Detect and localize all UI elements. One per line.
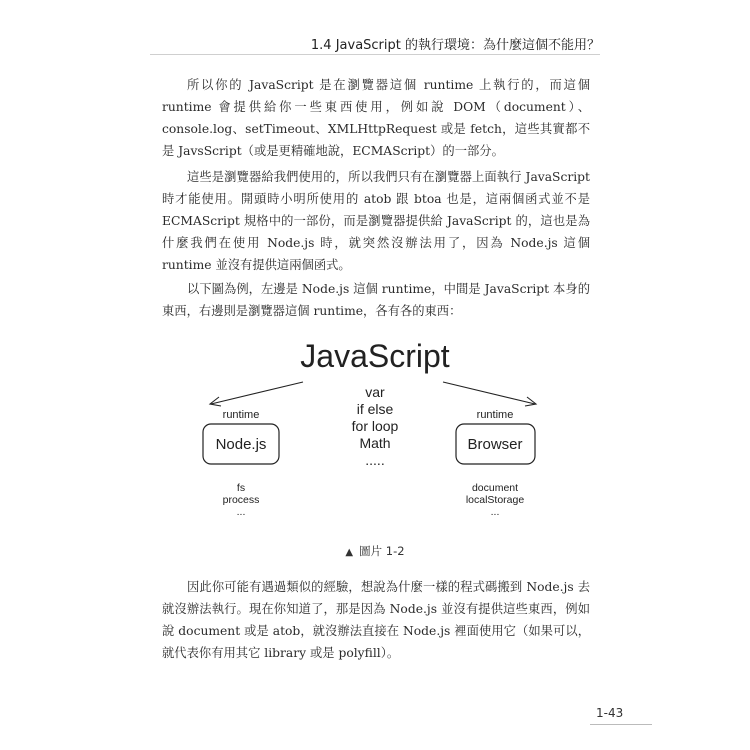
paragraph-1: 所以你的 JavaScript 是在瀏覽器這個 runtime 上執行的，而這個 runtime 會提供給你一些東西使用，例如說 DOM（document）、console.log、setTimeout、XMLHttpRequest 或是 fetch，這些其實都不是 JavsScript（或是更精確地說，ECMAScript）的一部分。 [162, 78, 590, 158]
nodejs-runtime-label: runtime [222, 409, 260, 421]
browser-items-list [445, 482, 545, 518]
nodejs-item: fs [236, 482, 246, 494]
page-number: 1-43 [596, 706, 624, 720]
browser-box-label: Browser [467, 436, 523, 453]
javascript-title: JavaScript [300, 338, 450, 374]
page-number-rule [590, 724, 652, 725]
paragraph-4: 因此你可能有遇過類似的經驗，想說為什麼一樣的程式碼搬到 Node.js 去就沒辦法執行。現在你知道了，那是因為 Node.js 並沒有提供這些東西，例如說 document 或是 atob，就沒辦法直接在 Node.js 裡面使用它（如果可以，就代表你有用其它 library 或是 polyfill）。 [162, 580, 590, 660]
figure-caption [0, 543, 750, 559]
browser-runtime-label: runtime [476, 409, 514, 421]
core-item: Math [359, 435, 391, 451]
core-item: var [365, 384, 385, 400]
caption-text: 圖片 1-2 [359, 544, 405, 558]
header-rule [150, 54, 600, 55]
javascript-core-list [325, 384, 425, 469]
caption-triangle-icon: ▲ [345, 547, 354, 558]
nodejs-box-label: Node.js [215, 436, 267, 453]
arrow-to-browser [443, 382, 535, 404]
core-item: ..... [365, 452, 385, 468]
running-header: 1.4 JavaScript 的執行環境：為什麼這個不能用？ [310, 38, 600, 53]
nodejs-item: process [222, 494, 260, 506]
nodejs-items-list [191, 482, 291, 518]
core-item: if else [356, 401, 394, 417]
arrow-to-nodejs [211, 382, 303, 404]
browser-item: document [471, 482, 519, 494]
browser-item: ... [490, 506, 500, 518]
core-item: for loop [351, 418, 399, 434]
paragraph-2: 這些是瀏覽器給我們使用的，所以我們只有在瀏覽器上面執行 JavaScript 時才能使用。開頭時小明所使用的 atob 跟 btoa 也是，這兩個函式並不是 ECMAScript 規格中的一部份，而是瀏覽器提供給 JavaScript 的，這也是為什麼我們在使用 Node.js 時，就突然沒辦法用了，因為 Node.js 這個 runtime 並沒有提供這兩個函式。 [162, 170, 590, 272]
paragraph-3: 以下圖為例，左邊是 Node.js 這個 runtime，中間是 JavaScript 本身的東西，右邊則是瀏覽器這個 runtime，各有各的東西： [162, 282, 590, 318]
runtime-diagram [175, 336, 575, 528]
browser-item: localStorage [465, 494, 525, 506]
nodejs-item: ... [236, 506, 246, 518]
